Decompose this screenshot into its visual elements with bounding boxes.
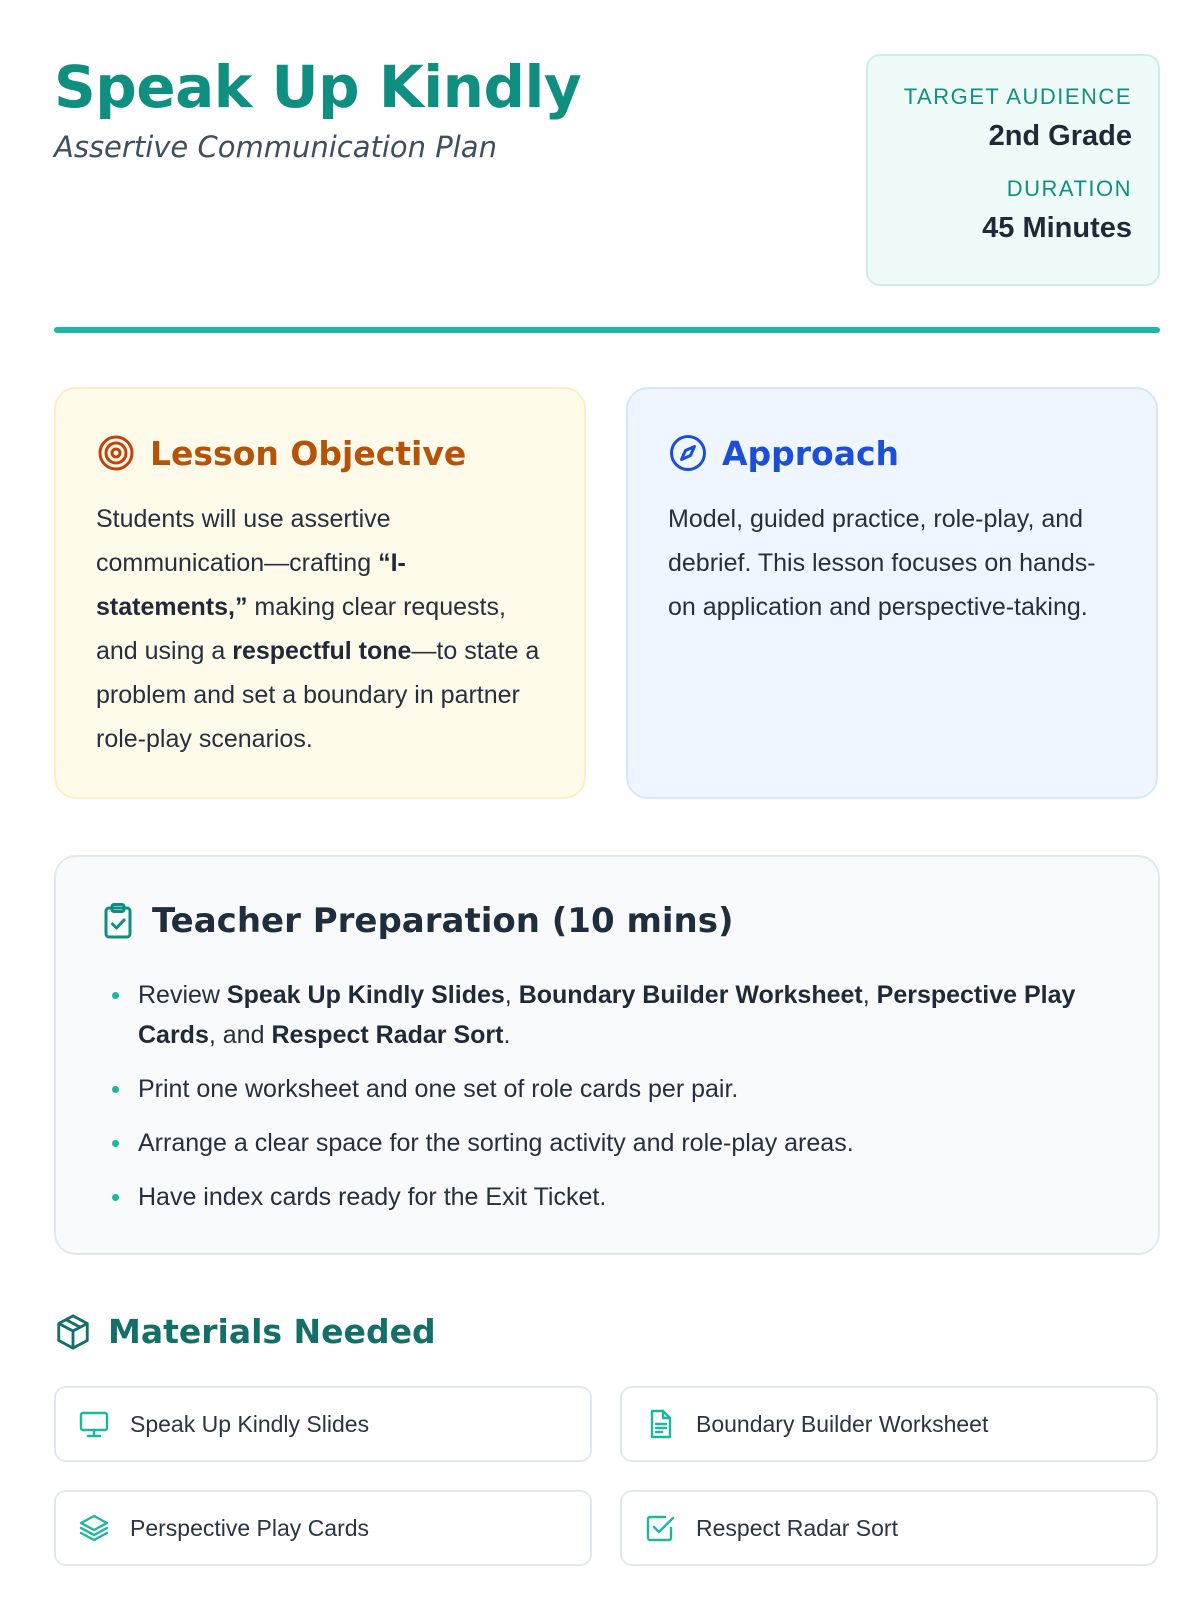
teacher-preparation-card [54, 855, 1160, 1255]
check-square-icon [644, 1512, 676, 1544]
preparation-header [98, 901, 734, 941]
layers-icon [78, 1512, 110, 1544]
preparation-list [108, 975, 1108, 1231]
audience-label: TARGET AUDIENCE [903, 84, 1132, 109]
objective-emphasis-i-statements: “I-statements,” [96, 549, 406, 621]
material-item-sort [620, 1490, 1158, 1566]
materials-title: Materials Needed [108, 1312, 436, 1351]
objective-header [96, 433, 466, 473]
materials-header [54, 1312, 436, 1351]
list-item: Print one worksheet and one set of role cards per pair. [108, 1069, 1108, 1109]
material-label: Boundary Builder Worksheet [696, 1410, 989, 1437]
preparation-title: Teacher Preparation (10 mins) [152, 901, 734, 941]
approach-title: Approach [722, 433, 900, 473]
material-label: Perspective Play Cards [130, 1514, 370, 1541]
monitor-icon [78, 1408, 110, 1440]
page-title: Speak Up Kindly [54, 53, 582, 121]
duration-label: DURATION [1006, 176, 1132, 201]
document-icon [644, 1408, 676, 1440]
audience-value: 2nd Grade [988, 120, 1132, 152]
material-label: Speak Up Kindly Slides [130, 1410, 370, 1437]
approach-text: Model, guided practice, role-play, and debrief. This lesson focuses on hands-on application and perspective-taking. [668, 505, 1096, 621]
objective-emphasis-respectful-tone: respectful tone [232, 637, 412, 665]
approach-card [626, 387, 1158, 799]
list-item: Review Speak Up Kindly Slides, Boundary Builder Worksheet, Perspective Play Cards, and Respect Radar Sort. [108, 975, 1108, 1055]
approach-header [668, 433, 899, 473]
material-item-slides [54, 1386, 592, 1462]
target-icon [96, 433, 136, 473]
compass-icon [668, 433, 708, 473]
objective-card [54, 387, 586, 799]
list-item: Arrange a clear space for the sorting activity and role-play areas. [108, 1123, 1108, 1163]
header-divider [54, 327, 1160, 333]
clipboard-check-icon [98, 901, 138, 941]
header [54, 52, 1160, 288]
objective-text: Students will use assertive communication—crafting “I-statements,” making clear requests, and using a respectful tone—to state a problem and set a boundary in partner role-play scenarios. [96, 505, 540, 753]
list-item: Have index cards ready for the Exit Ticket. [108, 1177, 1108, 1217]
material-label: Respect Radar Sort [696, 1514, 898, 1541]
lesson-meta-box [866, 54, 1160, 286]
page-subtitle: Assertive Communication Plan [54, 130, 497, 164]
material-item-worksheet [620, 1386, 1158, 1462]
duration-value: 45 Minutes [982, 212, 1132, 244]
package-icon [54, 1313, 92, 1351]
objective-title: Lesson Objective [150, 433, 467, 473]
material-item-cards [54, 1490, 592, 1566]
